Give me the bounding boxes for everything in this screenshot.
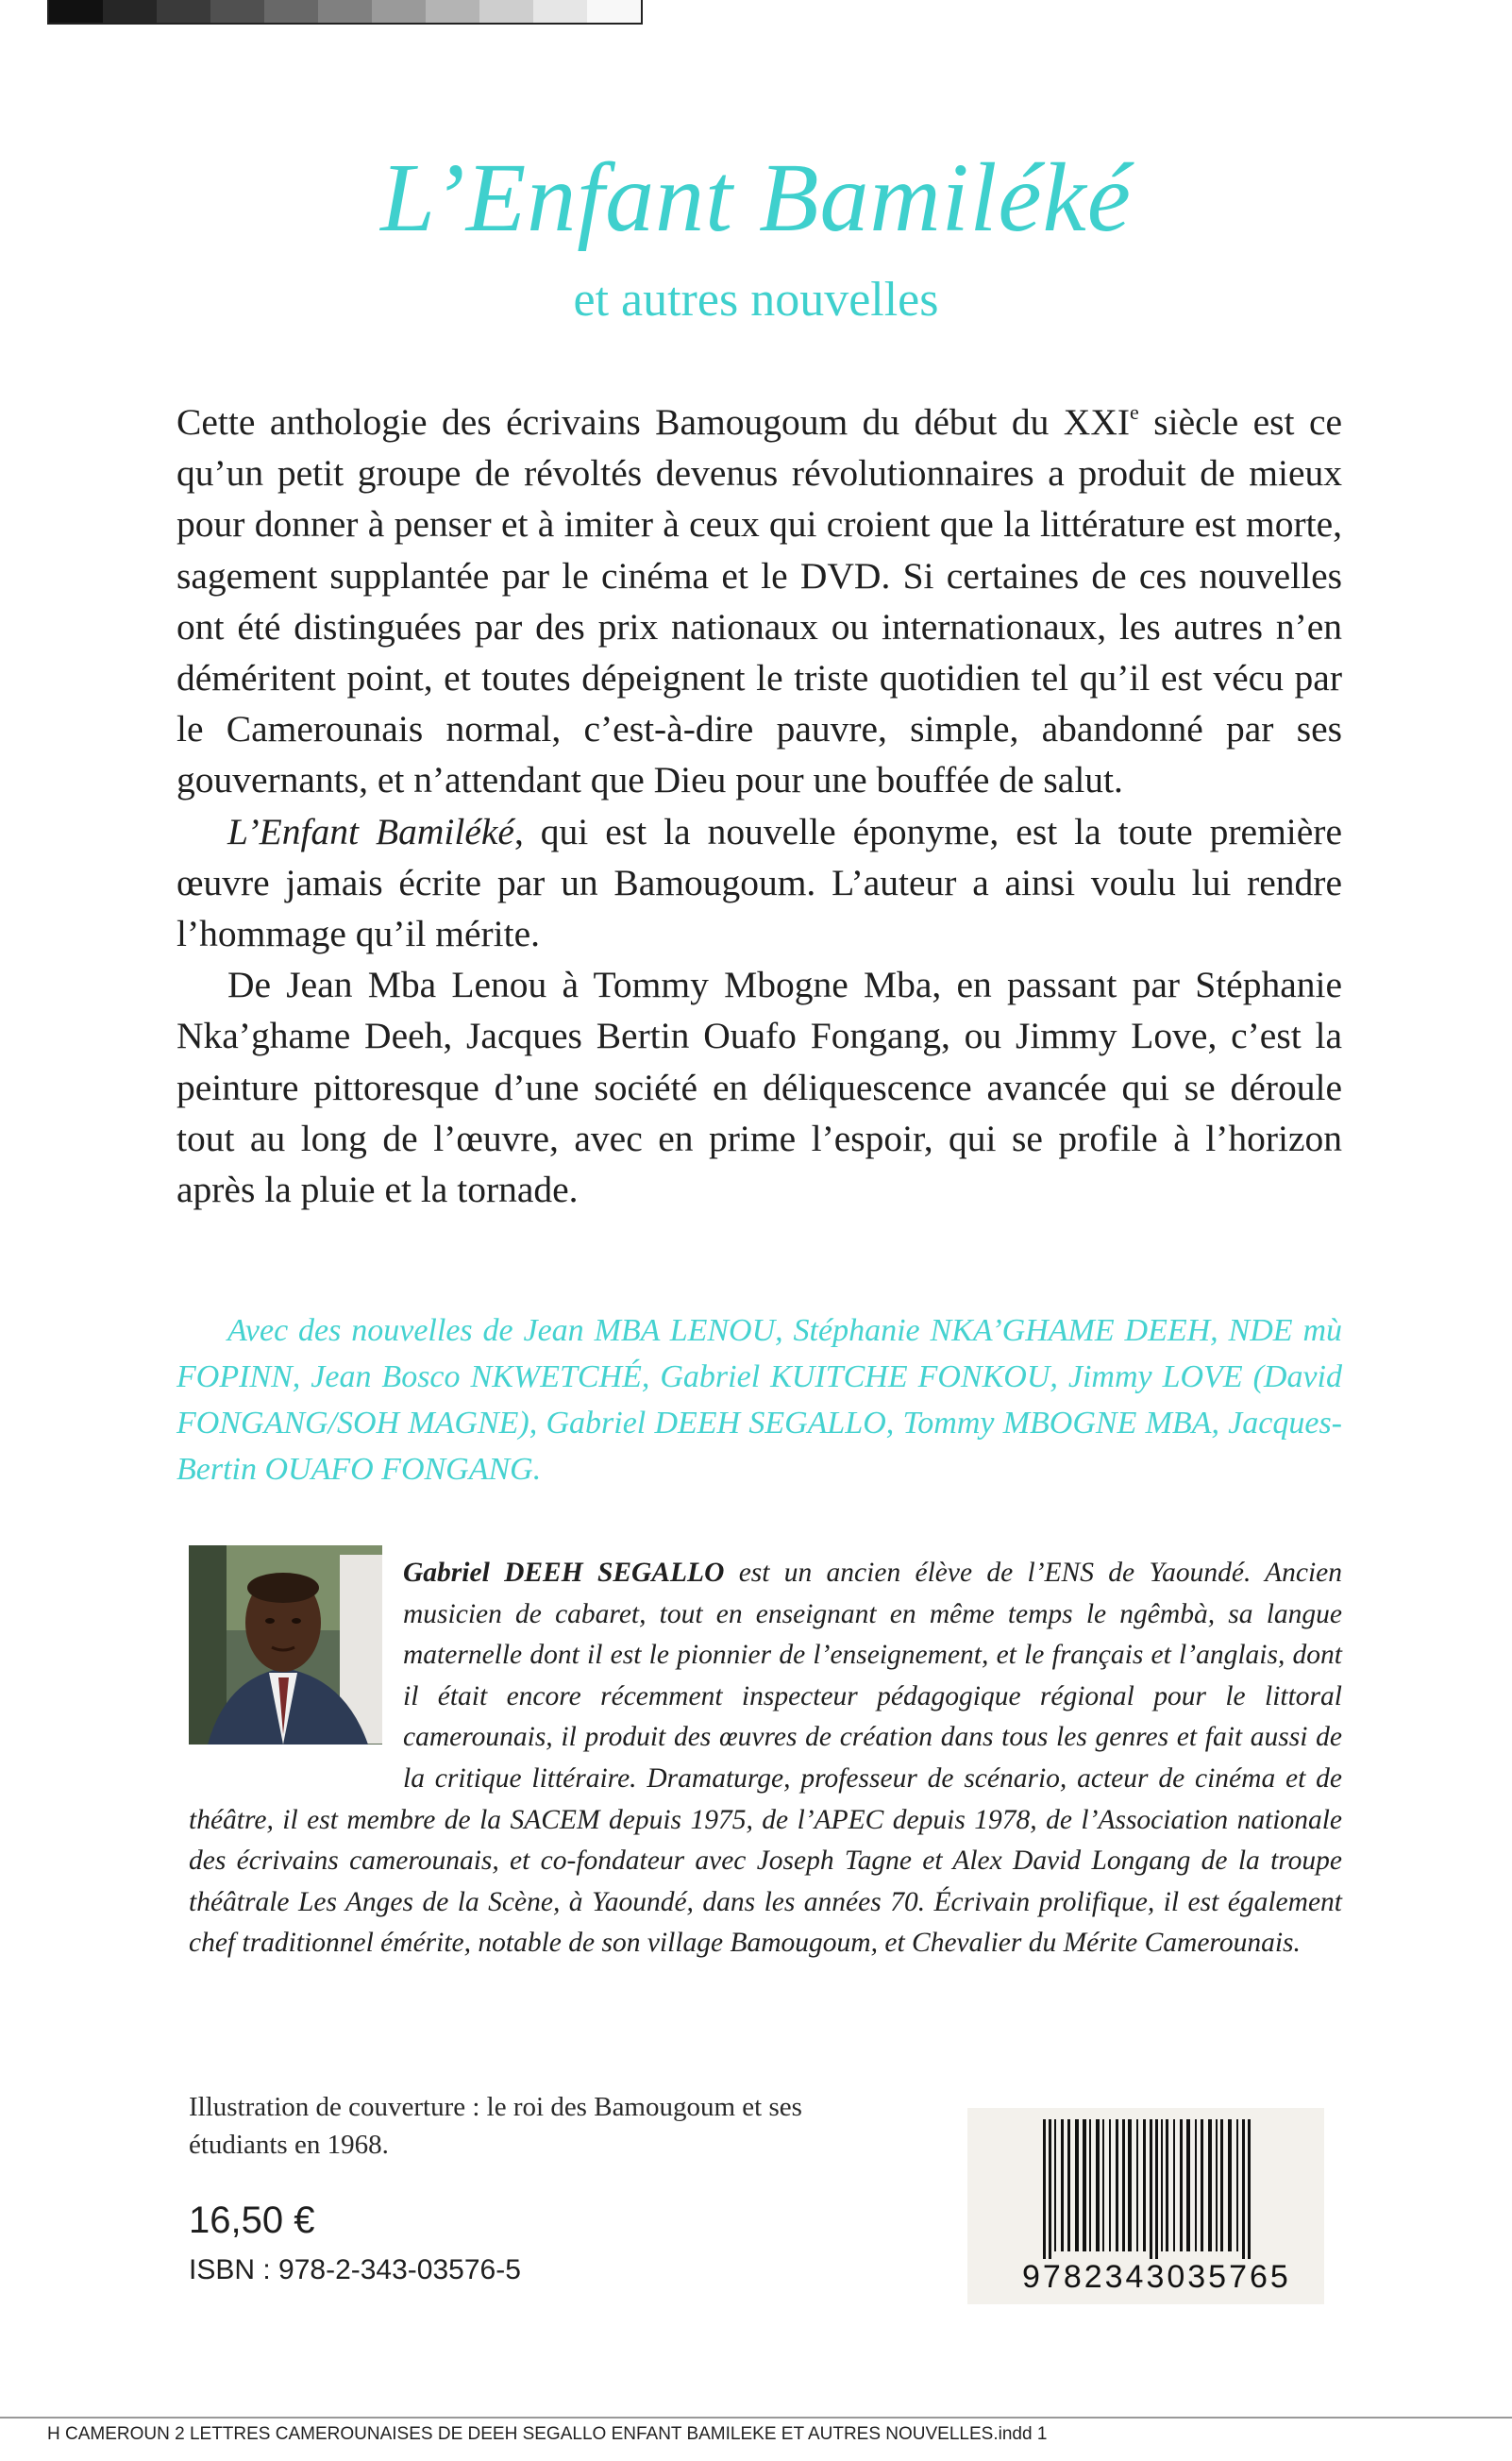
- barcode-bar: [1228, 2119, 1232, 2251]
- barcode-bar: [1102, 2119, 1104, 2251]
- barcode-bar: [1049, 2119, 1051, 2259]
- barcode-bars: [1043, 2119, 1312, 2259]
- barcode-bar: [1061, 2119, 1064, 2251]
- barcode-bar: [1216, 2119, 1218, 2251]
- blurb-paragraph-1: Cette anthologie des écrivains Bamougoum du début du XXIe siècle est ce qu’un petit groupe de révoltés devenus révolutionnaires a produit de mieux pour donner à penser et à imiter à ceux qui croient que la littérature est morte, sagement supplantée par le cinéma et le DVD. Si certaines de ces nouvelles ont été distinguées par des prix nationaux ou internationaux, les autres n’en déméritent point, et toutes dépeignent le triste quotidien tel qu’il est vécu par le Camerounais normal, c’est-à-dire pauvre, simple, abandonné par ses gouvernants, et n’attendant que Dieu pour une bouffée de salut.: [176, 400, 1343, 801]
- barcode-bar: [1116, 2119, 1118, 2251]
- barcode-bar: [1128, 2119, 1132, 2251]
- blurb-paragraph-3: De Jean Mba Lenou à Tommy Mbogne Mba, en passant par Stéphanie Nka’ghame Deeh, Jacques Bertin Ouafo Fongang, ou Jimmy Love, c’est la peinture pittoresque d’une société en déliquescence avancée qui se déroule tout au long de l’œuvre, avec en prime l’espoir, qui se profile à l’horizon après la pluie et la tornade.: [176, 964, 1342, 1211]
- barcode-bar: [1089, 2119, 1091, 2251]
- contributors-list: Avec des nouvelles de Jean MBA LENOU, Stéphanie NKA’GHAME DEEH, NDE mù FOPINN, Jean Bosco NKWETCHÉ, Gabriel KUITCHE FONKOU, Jimmy LOVE (David FONGANG/SOH MAGNE), Gabriel DEEH SEGALLO, Tommy MBOGNE MBA, Jacques-Bertin OUAFO FONGANG.: [176, 1313, 1342, 1487]
- calibration-swatch: [426, 0, 479, 23]
- barcode-bar: [1150, 2119, 1152, 2259]
- color-calibration-strip: [47, 0, 643, 25]
- barcode-bar: [1201, 2119, 1203, 2251]
- barcode-bar: [1155, 2119, 1158, 2259]
- barcode-bar: [1236, 2119, 1238, 2251]
- barcode: [967, 2108, 1324, 2304]
- price: 16,50 €: [189, 2200, 315, 2241]
- calibration-swatch: [157, 0, 210, 23]
- barcode-bar: [1096, 2119, 1100, 2251]
- calibration-swatch: [103, 0, 157, 23]
- barcode-bar: [1220, 2119, 1223, 2251]
- author-biography: Gabriel DEEH SEGALLO est un ancien élève de l’ENS de Yaoundé. Ancien musicien de cabaret, tout en enseignant en même temps le ngêmbà, sa langue maternelle dont il est le pionnier de l’enseignement, et le français et l’anglais, dont il était encore récemment inspecteur pédagogique régional pour le littoral camerounais, il produit des œuvres de création dans tous les genres et fait aussi de la critique littéraire. Dramaturge, professeur de scénario, acteur de cinéma et de théâtre, il est membre de la SACEM depuis 1975, de l’APEC depuis 1978, de l’Association nationale des écrivains camerounais, et co-fondateur avec Joseph Tagne et Alex David Longang de la troupe théâtrale Les Anges de la Scène, à Yaoundé, dans les années 70. Écrivain prolifique, il est également chef traditionnel émérite, notable de son village Bamougoum, et Chevalier du Mérite Camerounais.: [189, 1558, 1343, 1959]
- barcode-bar: [1067, 2119, 1070, 2251]
- calibration-swatch: [372, 0, 426, 23]
- back-cover-blurb: [176, 396, 1342, 1215]
- footer-rule: [0, 2417, 1512, 2419]
- calibration-swatch: [318, 0, 372, 23]
- barcode-bar: [1143, 2119, 1146, 2251]
- calibration-swatch: [587, 0, 641, 23]
- barcode-bar: [1161, 2119, 1163, 2251]
- barcode-bar: [1043, 2119, 1046, 2259]
- barcode-number: 9782343035765: [1022, 2259, 1291, 2295]
- illustration-credit: Illustration de couverture : le roi des Bamougoum et ses étudiants en 1968.: [189, 2092, 802, 2160]
- print-slug-line: H CAMEROUN 2 LETTRES CAMEROUNAISES DE DEEH SEGALLO ENFANT BAMILEKE ET AUTRES NOUVELLES.indd 1: [47, 2424, 1048, 2444]
- barcode-bar: [1186, 2119, 1190, 2251]
- author-name: Gabriel DEEH SEGALLO: [403, 1558, 725, 1588]
- barcode-bar: [1054, 2119, 1056, 2251]
- calibration-swatch: [264, 0, 318, 23]
- isbn: ISBN : 978-2-343-03576-5: [189, 2254, 521, 2285]
- barcode-bar: [1242, 2119, 1245, 2259]
- blurb-paragraph-2: L’Enfant Bamiléké, qui est la nouvelle éponyme, est la toute première œuvre jamais écrite par un Bamougoum. L’auteur a ainsi voulu lui rendre l’hommage qu’il mérite.: [176, 810, 1342, 955]
- calibration-swatch: [49, 0, 103, 23]
- barcode-bar: [1122, 2119, 1125, 2251]
- calibration-swatch: [210, 0, 264, 23]
- book-title: L’Enfant Bamiléké: [380, 143, 1132, 252]
- book-subtitle: et autres nouvelles: [573, 273, 939, 327]
- calibration-swatch: [479, 0, 533, 23]
- barcode-bar: [1248, 2119, 1251, 2259]
- barcode-bar: [1208, 2119, 1212, 2251]
- barcode-bar: [1136, 2119, 1138, 2251]
- barcode-bar: [1180, 2119, 1183, 2251]
- barcode-bar: [1109, 2119, 1111, 2251]
- barcode-bar: [1083, 2119, 1086, 2251]
- barcode-bar: [1166, 2119, 1168, 2251]
- barcode-bar: [1075, 2119, 1079, 2251]
- barcode-bar: [1173, 2119, 1175, 2251]
- barcode-bar: [1195, 2119, 1197, 2251]
- calibration-swatch: [533, 0, 587, 23]
